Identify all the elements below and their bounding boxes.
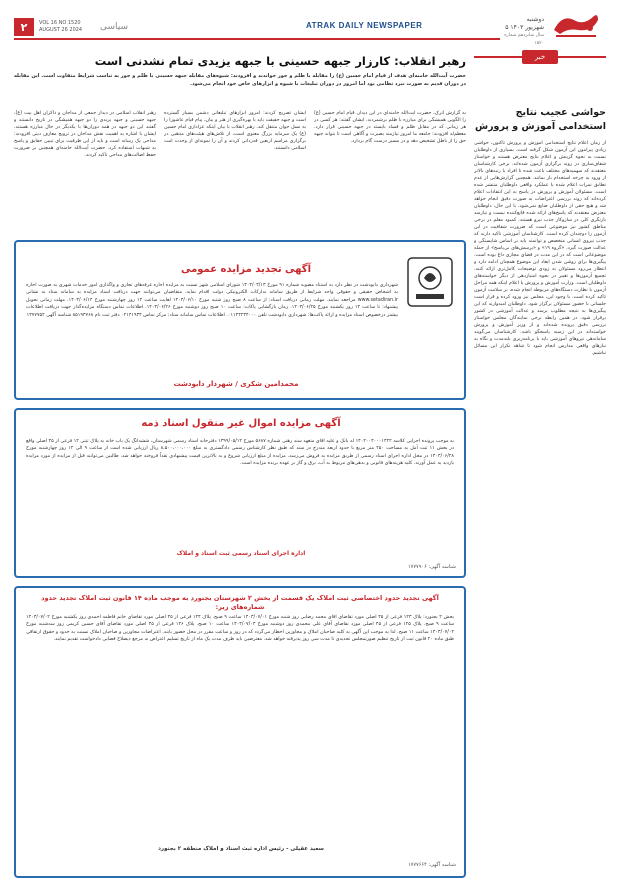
municipality-emblem-icon <box>406 256 454 308</box>
main-lead: حضرت آیت‌الله خامنه‌ای هدف از قیام امام حسین (ع) را مقابله با ظلم و جور خواندند و افزودند: شیوه‌های مقابله جبهه حسینی با ظلم و جور به تناسب شرایط متفاوت است. این مقابله در دوران قدیم به صورت نبرد نظامی بود اما امروز در دوران تبلیغات با شیوه و ابزارهای خاص خود انجام می‌شود. <box>14 73 466 87</box>
ad-property-auction-box <box>14 408 466 578</box>
page-number-block <box>14 18 82 36</box>
sidebar-news <box>474 50 606 880</box>
newspaper-logo <box>548 8 602 40</box>
sidebar-ribbon <box>474 50 606 64</box>
ad2-signature: اداره اجرای اسناد رسمی ثبت اسناد و املاک <box>176 550 306 557</box>
ad2-body: به موجب پرونده اجرایی کلاسه ۱۴۰۲۰۰۴۰۰۰۱۴۲۲ له بانک و علیه آقای متعهد سند رهنی شماره ۵۶۸۷ مورخ ۱۳۹۹/۰۵/۱۲ دفترخانه اسناد رسمی شهرستان، ششدانگ یک باب خانه به پلاک ثبتی ۱۲ فرعی از ۴۵ اصلی واقع در بخش ۱۱ ثبت آمل به مساحت ۲۵۰ متر مربع با حدود اربعه مندرج در سند که طبق نظر کارشناس رسمی دادگستری به مبلغ ۸،۵۰۰،۰۰۰،۰۰۰ ریال ارزیابی شده است از ساعت ۹ الی ۱۲ روز چهارشنبه مورخ ۱۴۰۳/۰۶/۲۸ در محل اداره اجرای اسناد رسمی از طریق مزایده به فروش می‌رسد. مزایده از مبلغ ارزیابی شروع و به بالاترین قیمت پیشنهادی نقداً فروخته خواهد شد. طالبین می‌توانند قبل از مزایده از مورد مزایده بازدید به عمل آورند. کلیه هزینه‌های قانونی و بدهی‌های مربوط به آب، برق و گاز بر عهده برنده مزایده است. <box>26 439 454 467</box>
ad1-body: شهرداری دابودشت در نظر دارد به استناد مصوبه شماره ۹۱ مورخ ۱۴۰۳/۰۳/۱۳ شورای اسلامی شهر نسبت به مزایده اجاره غرفه‌های تجاری و واگذاری امور خدمات شهری به صورت اجاره به اشخاص حقیقی و حقوقی واجد شرایط از طریق سامانه تدارکات الکترونیکی دولت اقدام نماید. متقاضیان می‌توانند جهت دریافت اسناد مزایده به سامانه ستاد به نشانی www.setadiran.ir مراجعه نمایند. مهلت زمانی دریافت اسناد: از ساعت ۸ صبح روز شنبه مورخ ۱۴۰۳/۰۶/۱۰ لغایت ساعت ۱۴ روز چهارشنبه مورخ ۱۴۰۳/۰۶/۱۴. مهلت زمانی تحویل پیشنهاد: تا ساعت ۱۴ روز یکشنبه مورخ ۱۴۰۳/۰۶/۲۵. زمان بازگشایی پاکات: ساعت ۱۰ صبح روز دوشنبه مورخ ۱۴۰۳/۰۶/۲۶. اطلاعات تماس دستگاه مزایده‌گذار جهت دریافت اطلاعات بیشتر درخصوص اسناد مزایده و ارائه پاکت‌ها: شهرداری دابودشت تلفن ۰۱۱۴۴۲۳۴۰۰۰. اطلاعات تماس سامانه ستاد: مرکز تماس ۰۲۱۴۱۹۳۴ دفتر ثبت نام ۸۵۱۹۳۷۶۸ شناسه آگهی ۱۳۷۷۷۵۲ <box>26 283 398 318</box>
ad-auction-box <box>14 240 466 400</box>
article-column-1: به گزارش اترک، حضرت آیت‌الله خامنه‌ای در این دیدار، قیام امام حسین (ع) را الگویی همیشگی برای مبارزه با ظلم برشمردند. ایشان گفتند: هر کسی در هر زمانی که در مقابل ظلم و فساد بایستد در جبهه حسینی قرار دارد. معظم‌له افزودند: جامعه ما امروز نیازمند بصیرت و آگاهی است تا بتواند جبهه حق را از باطل تشخیص دهد و در مسیر درست گام بردارد. <box>314 111 466 144</box>
brand-name: ATRAK DAILY NEWSPAPER <box>306 21 423 30</box>
issue-number: سال شانزدهم شماره ۱۵۲۰ <box>504 33 544 46</box>
article-column-2: ایشان تصریح کردند: امروز ابزارهای تبلیغاتی دشمن بسیار گسترده است و جبهه حقیقت باید با بهره‌گیری از هنر و بیان، پیام قیام عاشورا را به نسل جوان منتقل کند. رهبر انقلاب با بیان اینکه عزاداری امام حسین (ع) یک سرمایه بزرگ معنوی است، از تلاش‌های هیئت‌های مذهبی در برگزاری مراسم اربعین قدردانی کردند و آن را نمونه‌ای از وحدت امت اسلامی دانستند. <box>164 111 306 151</box>
date-line: AUGUST 26 2024 <box>39 27 83 33</box>
ad3-id: شناسه آگهی: ۱۷۷۷۶۶۴ <box>407 862 456 868</box>
date-block <box>500 16 544 48</box>
ad3-body: بخش ۲ بجنورد: پلاک ۱۲۳ فرعی از ۴۵ اصلی مورد تقاضای آقای محمد رضایی روز شنبه مورخ ۱۴۰۳/۰۷/۰۱ ساعت ۹ صبح. پلاک ۱۲۴ فرعی از ۴۵ اصلی مورد تقاضای خانم فاطمه احمدی روز یکشنبه مورخ ۱۴۰۳/۰۷/۰۲ ساعت ۹ صبح. پلاک ۱۲۵ فرعی از ۴۵ اصلی مورد تقاضای آقای علی محمدی روز دوشنبه مورخ ۱۴۰۳/۰۷/۰۳ ساعت ۱۰ صبح. پلاک ۱۲۶ فرعی از ۴۵ اصلی مورد تقاضای آقای حسین کریمی روز سه‌شنبه مورخ ۱۴۰۳/۰۷/۰۴ ساعت ۱۱ صبح. لذا به موجب این آگهی به کلیه صاحبان املاک و مجاورین اخطار می‌گردد که در روز و ساعت مقرر در محل حضور یابند. اعتراضات مجاورین و صاحبان املاک نسبت به حدود و حقوق ارتفاقی طبق ماده ۲۰ قانون ثبت از تاریخ تنظیم صورتمجلس تحدیدی تا مدت سی روز پذیرفته خواهد شد. معترضین باید ظرف مدت یک ماه از تاریخ تسلیم اعتراض به مرجع ذیصلاح قضایی دادخواست تقدیم نمایند. <box>26 615 454 643</box>
sidebar-body: از زمان اعلام نتایج استخدامی آموزش و پرورش تاکنون، حواشی زیادی پیرامون این آزمون شکل گرفته است. بسیاری از داوطلبان نسبت به نحوه گزینش و اعلام نتایج معترض هستند و خواستار شفاف‌سازی در روند برگزاری آزمون شده‌اند. برخی کارشناسان معتقدند که سهمیه‌های مختلف باعث شده تا افراد با رتبه‌های بالاتر از ورود به چرخه استخدام باز بمانند. همچنین گزارش‌هایی از عدم تطابق نمرات اعلام شده با عملکرد واقعی داوطلبان منتشر شده است. مسئولان آموزش و پرورش در پاسخ به این انتقادات اعلام کرده‌اند که روند بررسی اعتراضات به صورت دقیق انجام خواهد شد و هیچ حقی از داوطلبان ضایع نمی‌شود. با این حال، داوطلبان معترض معتقدند که پاسخ‌های ارائه شده قانع‌کننده نیست و نیازمند بازنگری کلی در سازوکار جذب نیرو هستند. کمبود معلم در برخی مناطق کشور نیز موضوعی است که ضرورت شفافیت در این آزمون را دوچندان کرده است. کارشناسان آموزشی تاکید دارند که جذب نیروی انسانی متخصص و توانمند باید بر اساس شایستگی و عدالت صورت گیرد. «گروه ۱۹» و «پرسش‌های بی‌پاسخ» از جمله موضوعاتی است که در این مدت در فضای مجازی داغ بوده است. پیگیری‌ها برای روشن شدن ابعاد این موضوع همچنان ادامه دارد و انتظار می‌رود مسئولان به زودی توضیحات کامل‌تری ارائه کنند. تجمیع آزمون‌ها و تغییر در نحوه امتیازدهی از دیگر خواسته‌های داوطلبان است. وزارت آموزش و پرورش با اعلام اینکه همه مراحل آزمون با نظارت دستگاه‌های مربوطه انجام شده، بر سلامت آزمون تاکید کرده است. با وجود این، مجلس نیز ورود کرده و قرار است جلساتی با حضور مسئولان برگزار شود. داوطلبان امیدوارند که این پیگیری‌ها به نتیجه مطلوب برسد و عدالت آموزشی در کشور برقرار شود. در همین رابطه برخی نمایندگان مجلس خواستار بررسی دقیق پرونده شده‌اند و از وزیر آموزش و پرورش خواسته‌اند در این زمینه پاسخگو باشد. کارشناسان می‌گویند ساماندهی نیروهای آموزشی باید با برنامه‌ریزی بلندمدت و نگاه به نیازهای واقعی مدارس انجام شود تا شاهد تکرار این مسائل نباشیم. <box>474 141 606 356</box>
article-column-3: رهبر انقلاب اسلامی در دیدار جمعی از مداحان و ذاکران اهل بیت (ع)، جبهه حسینی و جبهه یزیدی را دو جبهه همیشگی در تاریخ دانستند و گفتند این دو جبهه در همه دوران‌ها با یکدیگر در حال مبارزه هستند. ایشان با اشاره به اهمیت نقش مداحان در ترویج معارف دینی افزودند: مداحی یک رسانه است و باید از این ظرفیت برای تبیین حقایق و پاسخ به شبهات استفاده کرد. حضرت آیت‌الله خامنه‌ای همچنین بر ضرورت حفظ اصالت‌های مداحی تاکید کردند. <box>14 111 156 158</box>
weekday: دوشنبه <box>526 16 544 23</box>
ad2-id: شناسه آگهی: ۱۷۷۷۹۰۶ <box>407 564 456 570</box>
sidebar-title: حواشی عجیب نتایج استخدامی آموزش و پرورش <box>474 107 606 132</box>
ad3-title: آگهی تجدید حدود اختصاصی ثبت املاک یک قسمت از بخش ۲ شهرستان بجنورد به موجب ماده ۱۴ قانون ثبت املاک تجدید حدود شماره‌های زیر: <box>41 594 439 611</box>
ad1-signature: محمدامین شکری / شهردار دابودشت <box>173 380 299 388</box>
volume-info <box>39 20 82 34</box>
volume-line: VOL 16 NO 1520 <box>39 20 81 26</box>
page-header <box>0 0 620 46</box>
news-tag: خبر <box>522 50 558 64</box>
main-headline: رهبر انقلاب: کارزار جبهه حسینی با جبهه یزیدی تمام نشدنی است <box>94 54 466 68</box>
ad2-title: آگهی مزایده اموال غیر منقول اسناد ذمه <box>141 418 341 429</box>
date-fa: ۵ شهریور ۱۴۰۳ <box>505 24 544 31</box>
page-number: ۲ <box>14 18 34 36</box>
section-name: سیاسی <box>100 22 129 32</box>
header-rule <box>14 38 500 40</box>
ad3-signature: سعید عقیلی - رئیس اداره ثبت اسناد و املاک منطقه ۲ بجنورد <box>158 846 324 852</box>
ad-boundary-renewal-box <box>14 586 466 878</box>
ad1-title: آگهی تجدید مزایده عمومی <box>180 264 312 275</box>
